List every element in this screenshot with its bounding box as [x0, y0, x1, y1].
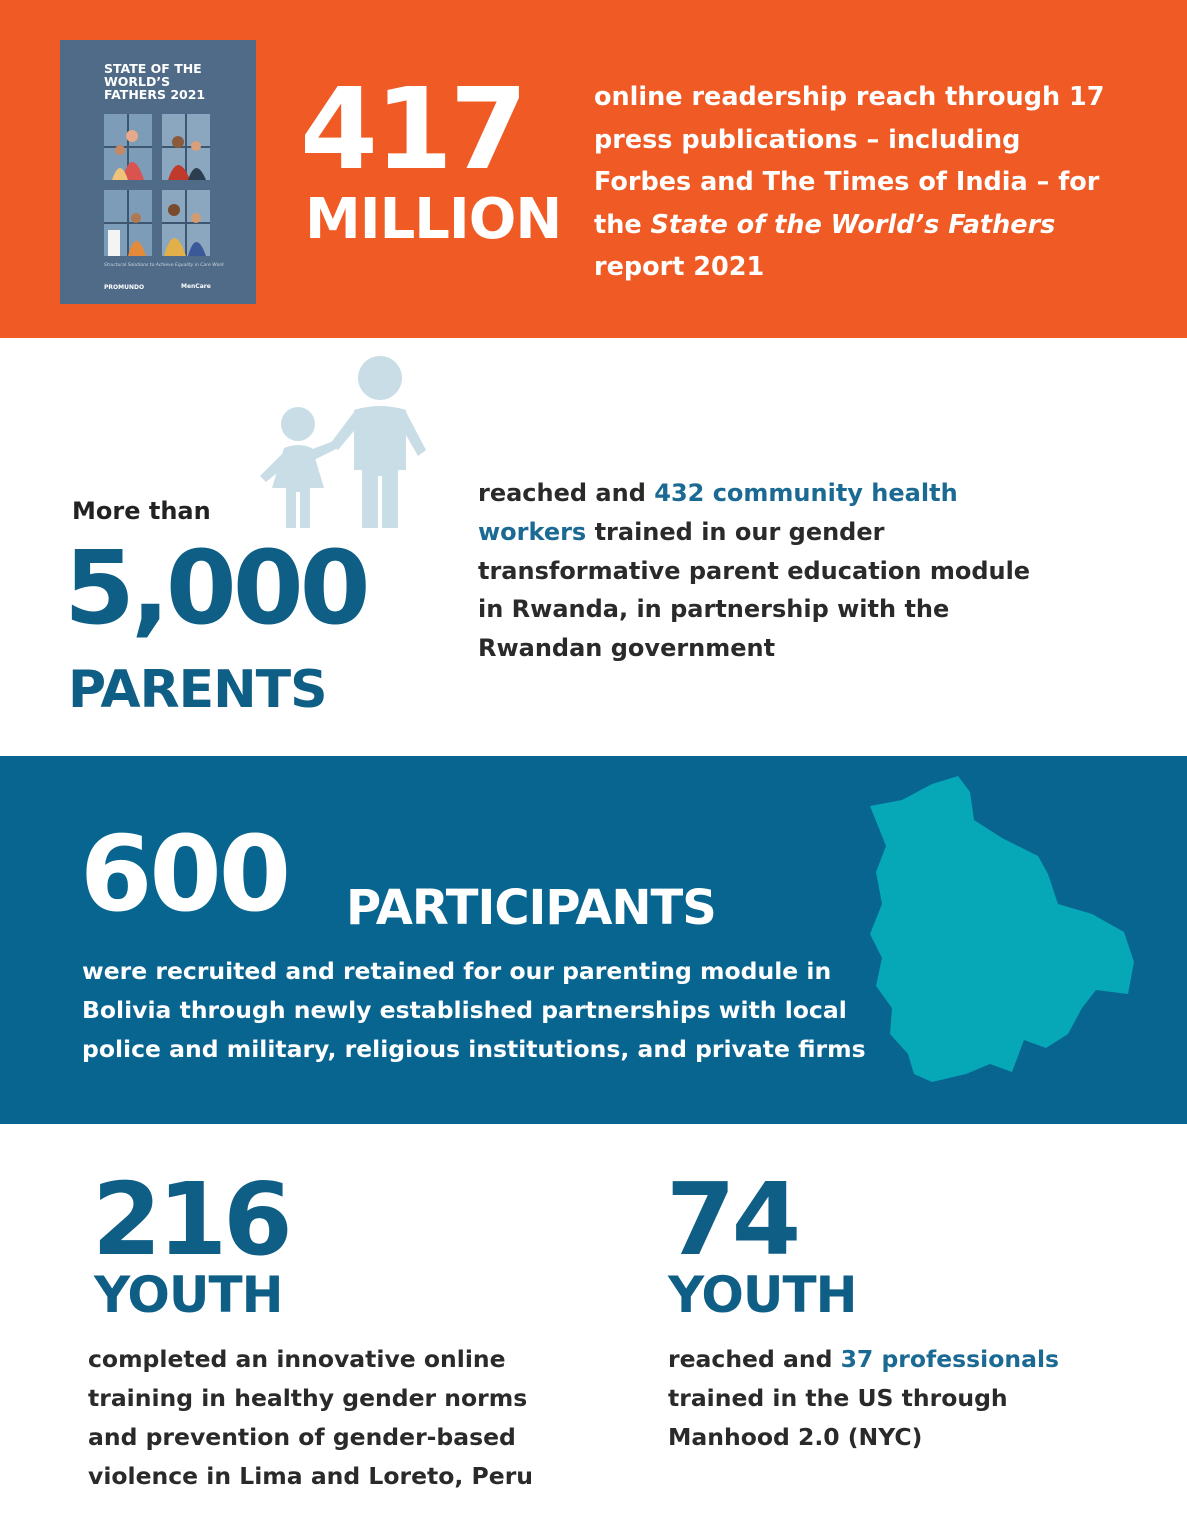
mencare-logo: MenCare: [181, 283, 211, 290]
report-cover-subtitle: Structural Solutions to Achieve Equality in Care Work: [104, 263, 224, 268]
report-title-italic: State of the World’s Fathers: [650, 209, 1056, 240]
cover-title-line: STATE OF THE: [104, 61, 202, 76]
press-reach-unit: MILLION: [305, 187, 562, 252]
press-text: report 2021: [594, 252, 765, 282]
parent-child-icon: [254, 352, 430, 530]
bolivia-section: [0, 756, 1187, 1124]
press-reach-section: [0, 0, 1187, 338]
bolivia-description: were recruited and retained for our parenting module in Bolivia through newly established partnerships with local police and military, religious institutions, and private firms: [82, 957, 866, 1063]
youth-peru-unit: YOUTH: [94, 1266, 283, 1324]
bolivia-number: 600: [80, 813, 289, 935]
health-workers-highlight: 432 community health workers: [478, 479, 958, 546]
parents-text: trained in our gender transformative parent education module in Rwanda, in partnership with the Rwandan government: [478, 517, 1031, 663]
parents-description: [478, 474, 1058, 668]
parents-number: 5,000: [64, 529, 367, 648]
bolivia-map-icon: [862, 772, 1140, 1090]
promundo-logo: PROMUNDO: [104, 284, 145, 291]
youth-us-unit: YOUTH: [668, 1266, 857, 1324]
parents-prefix: More than: [72, 497, 211, 525]
youth-us-text: trained in the US through Manhood 2.0 (NYC): [668, 1384, 1008, 1451]
youth-peru-number: 216: [92, 1161, 289, 1278]
youth-peru-description: completed an innovative online training in healthy gender norms and prevention of gender-based violence in Lima and Loreto, Peru: [88, 1345, 534, 1490]
youth-us-number: 74: [666, 1161, 798, 1278]
youth-us-description: [668, 1340, 1128, 1457]
bolivia-unit: PARTICIPANTS: [346, 880, 716, 936]
press-reach-description: [594, 76, 1114, 289]
professionals-highlight: 37 professionals: [840, 1345, 1059, 1373]
press-text: online readership reach through: [594, 82, 1069, 112]
parents-unit: PARENTS: [68, 660, 327, 720]
cover-title-line: WORLD’S: [104, 74, 171, 89]
report-cover-image: [60, 40, 256, 304]
press-text: press publications – including Forbes and The Times of India – for the: [594, 124, 1100, 240]
press-reach-number: 417: [300, 65, 525, 195]
parents-text: reached and: [478, 479, 655, 507]
youth-us-text: reached and: [668, 1345, 841, 1373]
report-cover-title: [104, 62, 224, 101]
cover-title-line: FATHERS 2021: [104, 87, 206, 102]
press-count: 17: [1069, 82, 1105, 112]
